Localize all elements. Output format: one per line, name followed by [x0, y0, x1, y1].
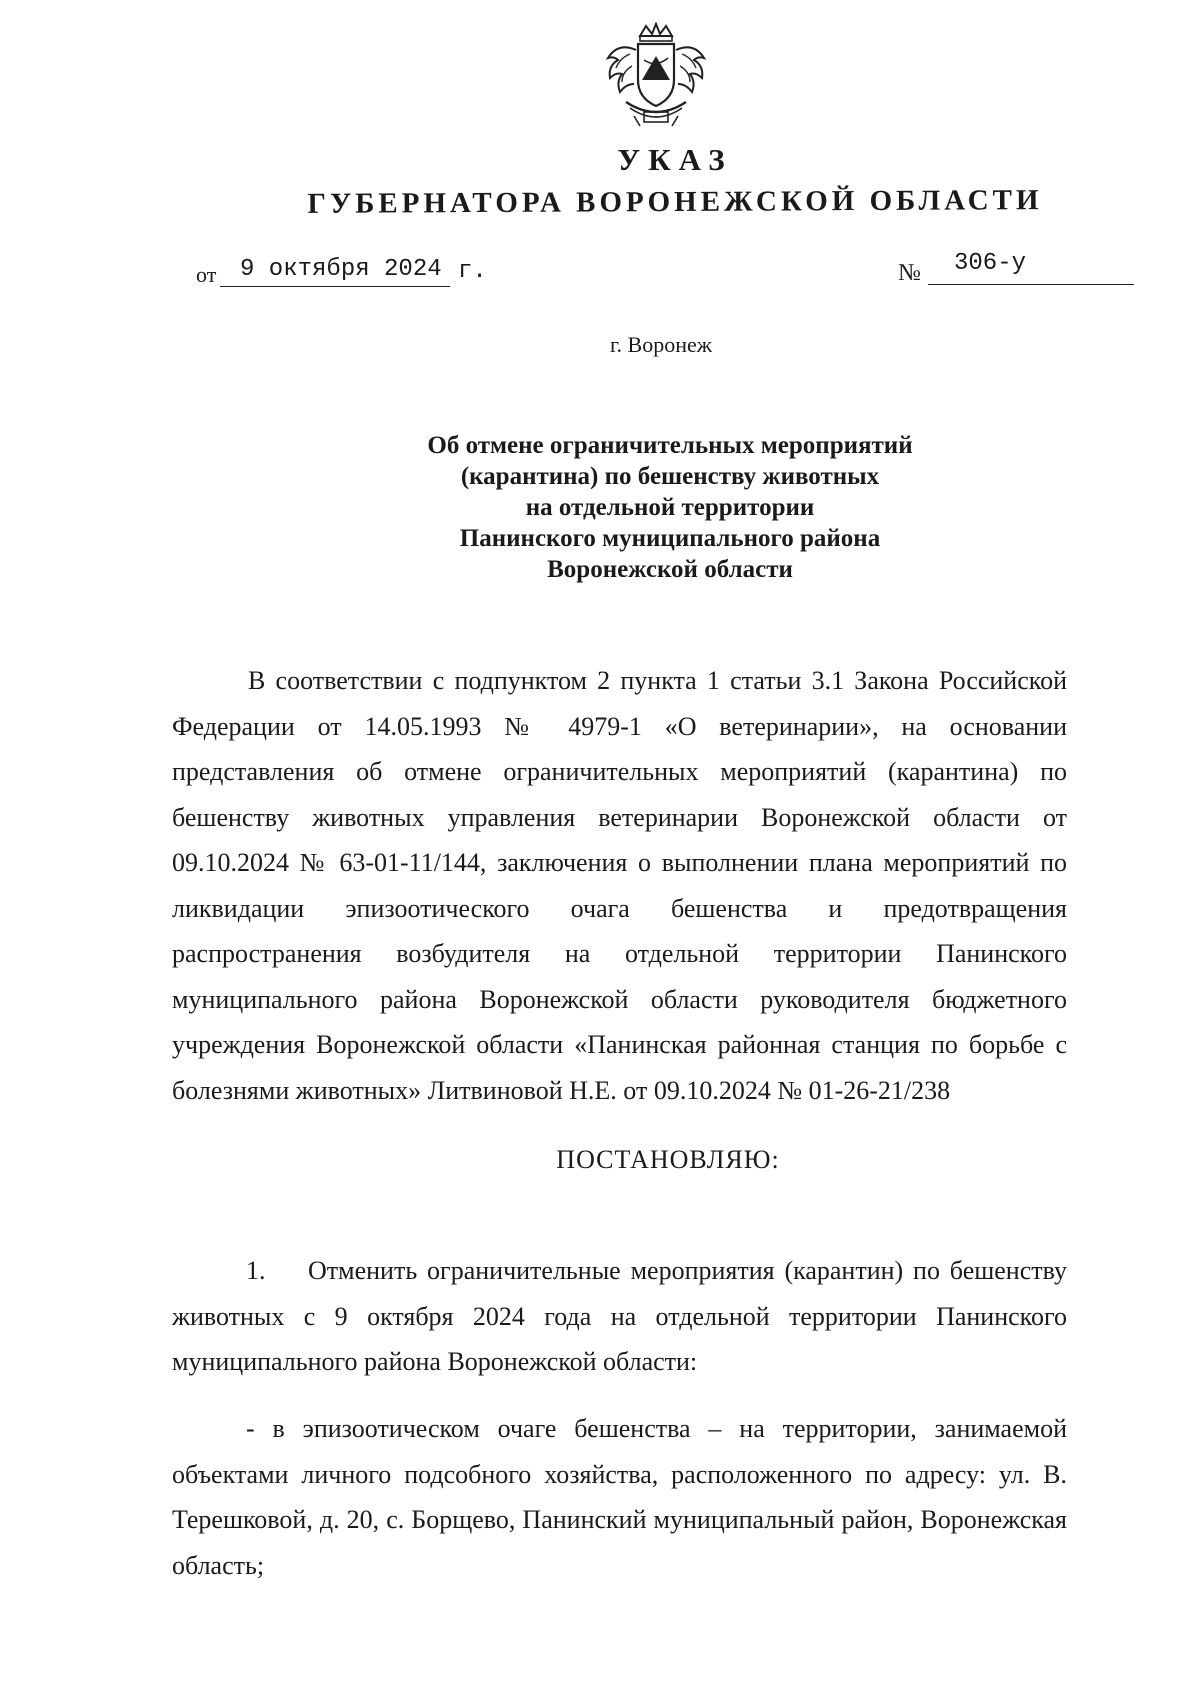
- item-1-number: 1.: [246, 1256, 266, 1285]
- date-number-row: [196, 250, 1156, 296]
- number-prefix: №: [898, 260, 921, 286]
- resolve-heading: ПОСТАНОВЛЯЮ:: [556, 1145, 780, 1174]
- date-suffix: г.: [458, 258, 487, 285]
- document-subject: [300, 430, 1040, 585]
- document-number: 306-у: [954, 250, 1027, 277]
- subject-line: Панинского муниципального района: [459, 525, 881, 552]
- item-1-subitem: - в эпизоотическом очаге бешенства – на территории, занимаемой объектами личного подсобного хозяйства, расположенного по адресу: ул. В. Терешковой, д. 20, с. Борщево, Панинский муниципальный район, Воронежская область;: [172, 1414, 1067, 1580]
- number-underline: [928, 284, 1134, 285]
- subject-line: Об отмене ограничительных мероприятий: [427, 432, 913, 459]
- voronezh-coat-of-arms-icon: [600, 22, 712, 130]
- subject-line: на отдельной территории: [525, 494, 815, 521]
- city-label: г. Воронеж: [610, 332, 712, 357]
- date-prefix: от: [196, 262, 217, 287]
- document-date: 9 октября 2024: [240, 256, 442, 283]
- preamble-paragraph: В соответствии с подпунктом 2 пункта 1 статьи 3.1 Закона Российской Федерации от 14.05.1993 № 4979-1 «О ветеринарии», на основании представления об отмене ограничительных мероприятий (карантина) по бешенству животных управления ветеринарии Воронежской области от 09.10.2024 № 63-01-11/144, заключения о выполнении плана мероприятий по ликвидации эпизоотического очага бешенства и предотвращения распространения возбудителя на отдельной территории Панинского муниципального района Воронежской области руководителя бюджетного учреждения Воронежской области «Панинская районная станция по борьбе с болезнями животных» Литвиновой Н.Е. от 09.10.2024 № 01-26-21/238: [172, 666, 1067, 1105]
- document-type-title: УКАЗ: [617, 142, 733, 177]
- issuer-title: ГУБЕРНАТОРА ВОРОНЕЖСКОЙ ОБЛАСТИ: [307, 184, 1043, 220]
- date-underline: [220, 286, 450, 287]
- subject-line: Воронежской области: [547, 556, 793, 583]
- item-1-paragraph: [172, 1248, 1067, 1385]
- item-1-text: Отменить ограничительные мероприятия (карантин) по бешенству животных с 9 октября 2024 года на отдельной территории Панинского муниципального района Воронежской области:: [172, 1256, 1067, 1376]
- subject-line: (карантина) по бешенству животных: [460, 463, 880, 490]
